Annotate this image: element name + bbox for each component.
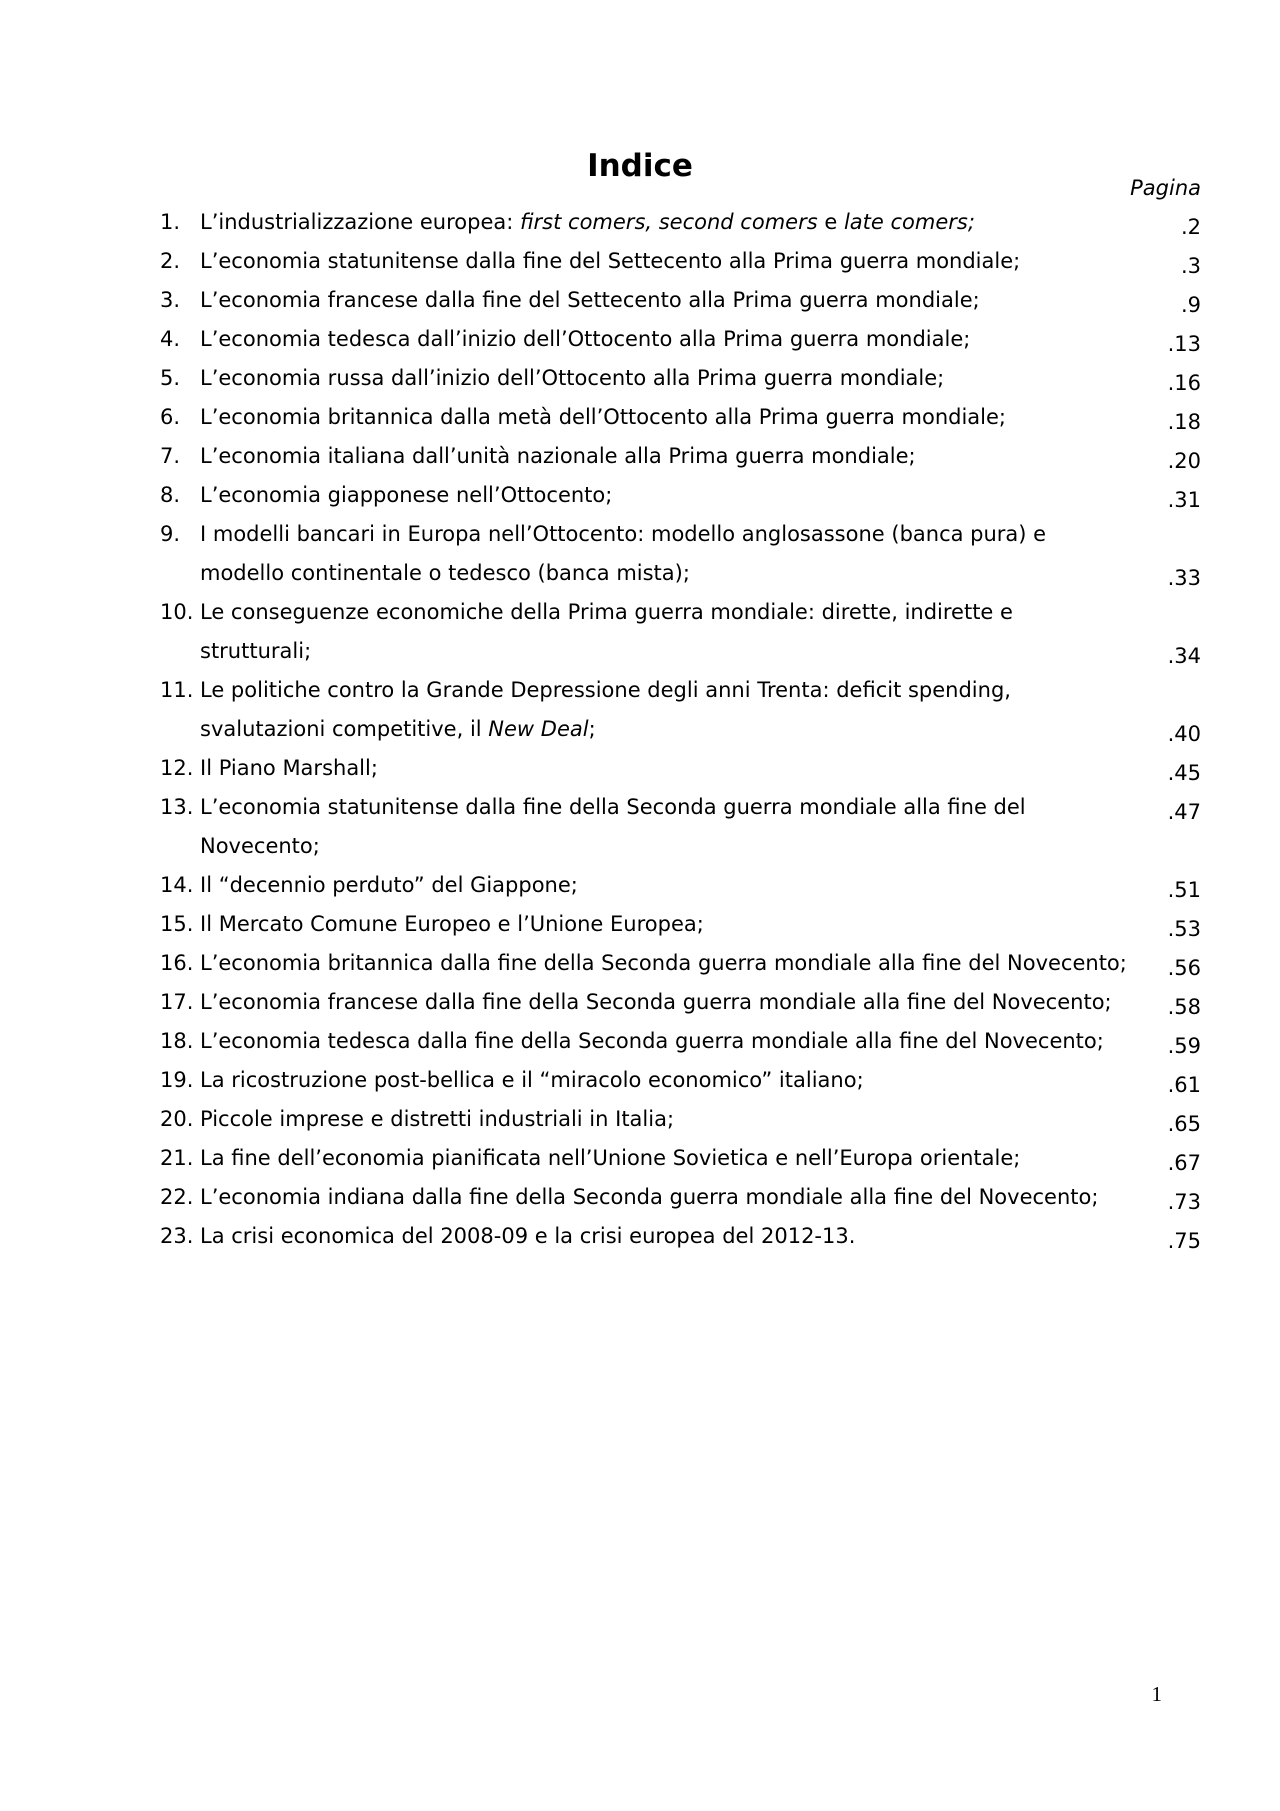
toc-entry-number: 20. [160,1107,194,1131]
toc-entry-page: .9 [1180,293,1201,317]
toc-entry [160,476,1201,515]
toc-entry-number: 17. [160,990,194,1014]
toc-entry-page: .18 [1167,410,1201,434]
toc-entry [160,1139,1201,1178]
toc-entry [160,437,1201,476]
toc-entry [160,671,1201,749]
toc-entry [160,203,1201,242]
toc-entry-page: .20 [1167,449,1201,473]
toc-entry-page: .75 [1167,1229,1201,1253]
toc-entry-title: L’economia indiana dalla fine della Seconda guerra mondiale alla fine del Novecento; [200,1185,1099,1209]
table-of-contents [160,203,1201,1256]
toc-entry-title: Piccole imprese e distretti industriali in Italia; [200,1107,675,1131]
toc-entry-page: .16 [1167,371,1201,395]
toc-entry-page: .73 [1167,1190,1201,1214]
toc-entry-title: L’economia britannica dalla metà dell’Ottocento alla Prima guerra mondiale; [200,405,1006,429]
toc-entry [160,866,1201,905]
toc-entry-title: Le conseguenze economiche della Prima guerra mondiale: dirette, indirette e strutturali; [200,600,1013,663]
toc-entry [160,1022,1201,1061]
toc-entry [160,1178,1201,1217]
toc-entry-title: L’industrializzazione europea: first comers, second comers e late comers; [200,210,975,234]
toc-entry-page: .65 [1167,1112,1201,1136]
toc-entry-number: 23. [160,1224,194,1248]
toc-entry-number: 10. [160,600,194,624]
toc-entry [160,242,1201,281]
toc-entry-page: .33 [1167,566,1201,590]
toc-entry-title: La ricostruzione post-bellica e il “miracolo economico” italiano; [200,1068,864,1092]
toc-entry-number: 4. [160,327,181,351]
toc-entry [160,944,1201,983]
toc-entry [160,359,1201,398]
toc-entry-page: .56 [1167,956,1201,980]
toc-entry-number: 22. [160,1185,194,1209]
toc-entry-number: 19. [160,1068,194,1092]
page-title: Indice [587,148,693,184]
toc-entry-number: 5. [160,366,181,390]
toc-entry-page: .51 [1167,878,1201,902]
page-number: 1 [1151,1682,1162,1706]
toc-entry-title: L’economia italiana dall’unità nazionale alla Prima guerra mondiale; [200,444,916,468]
toc-entry [160,281,1201,320]
toc-entry-page: .58 [1167,995,1201,1019]
toc-entry [160,1100,1201,1139]
toc-entry [160,593,1201,671]
toc-entry-title: L’economia tedesca dall’inizio dell’Ottocento alla Prima guerra mondiale; [200,327,971,351]
toc-entry-title: La fine dell’economia pianificata nell’Unione Sovietica e nell’Europa orientale; [200,1146,1021,1170]
toc-entry-page: .2 [1180,215,1201,239]
toc-entry-page: .13 [1167,332,1201,356]
toc-entry-number: 18. [160,1029,194,1053]
toc-entry-page: .59 [1167,1034,1201,1058]
toc-entry-number: 21. [160,1146,194,1170]
toc-entry-title: I modelli bancari in Europa nell’Ottocento: modello anglosassone (banca pura) e modello continentale o tedesco (banca mista); [200,522,1047,585]
toc-entry [160,1061,1201,1100]
toc-entry-page: .45 [1167,761,1201,785]
toc-entry-number: 6. [160,405,181,429]
toc-entry-title: Il Piano Marshall; [200,756,378,780]
toc-entry [160,788,1201,866]
toc-entry-page: .67 [1167,1151,1201,1175]
toc-entry-number: 11. [160,678,194,702]
toc-entry-number: 9. [160,522,181,546]
toc-entry-title: L’economia britannica dalla fine della Seconda guerra mondiale alla fine del Novecento; [200,951,1127,975]
toc-entry-title: L’economia russa dall’inizio dell’Ottocento alla Prima guerra mondiale; [200,366,945,390]
toc-entry [160,1217,1201,1256]
toc-entry-title: L’economia statunitense dalla fine del Settecento alla Prima guerra mondiale; [200,249,1021,273]
toc-entry-number: 2. [160,249,181,273]
toc-entry-number: 16. [160,951,194,975]
toc-entry [160,749,1201,788]
toc-entry-title: Le politiche contro la Grande Depressione degli anni Trenta: deficit spending, svalutazioni competitive, il New Deal; [200,678,1011,741]
toc-entry-page: .61 [1167,1073,1201,1097]
toc-entry [160,983,1201,1022]
toc-entry-title: L’economia statunitense dalla fine della Seconda guerra mondiale alla fine del Novecento; [200,795,1026,858]
toc-entry [160,515,1201,593]
toc-entry-title: La crisi economica del 2008-09 e la crisi europea del 2012-13. [200,1224,856,1248]
toc-entry-number: 12. [160,756,194,780]
toc-entry-title: Il “decennio perduto” del Giappone; [200,873,578,897]
toc-entry-number: 8. [160,483,181,507]
toc-entry [160,320,1201,359]
toc-entry-title: L’economia francese dalla fine del Settecento alla Prima guerra mondiale; [200,288,980,312]
toc-entry-number: 15. [160,912,194,936]
toc-entry-number: 3. [160,288,181,312]
toc-entry-page: .3 [1180,254,1201,278]
toc-entry-title: L’economia francese dalla fine della Seconda guerra mondiale alla fine del Novecento; [200,990,1112,1014]
toc-entry-title: L’economia giapponese nell’Ottocento; [200,483,613,507]
toc-entry-page: .31 [1167,488,1201,512]
toc-entry-title: Il Mercato Comune Europeo e l’Unione Europea; [200,912,704,936]
toc-entry [160,905,1201,944]
toc-entry-number: 13. [160,795,194,819]
toc-entry-page: .34 [1167,644,1201,668]
toc-entry-number: 7. [160,444,181,468]
toc-entry-number: 1. [160,210,181,234]
toc-entry-page: .53 [1167,917,1201,941]
toc-entry-number: 14. [160,873,194,897]
toc-entry-title: L’economia tedesca dalla fine della Seconda guerra mondiale alla fine del Novecento; [200,1029,1104,1053]
toc-entry-page: .40 [1167,722,1201,746]
toc-entry [160,398,1201,437]
toc-entry-page: .47 [1167,800,1201,824]
page-column-label: Pagina [1130,176,1201,200]
